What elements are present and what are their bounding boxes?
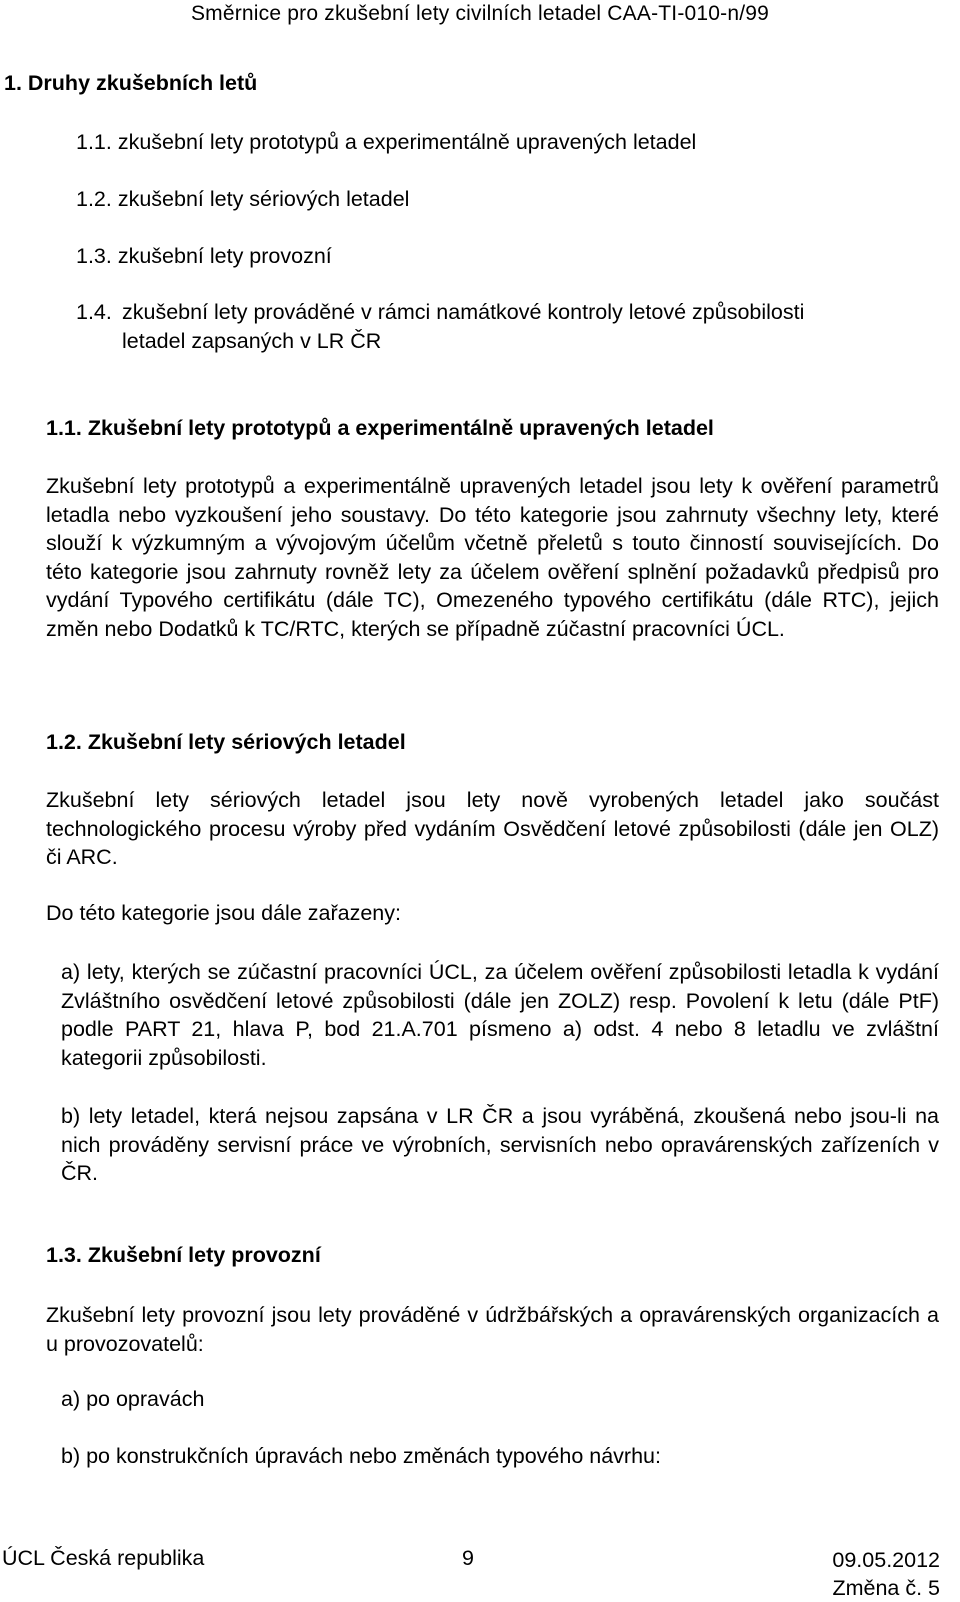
toc-item: 1.1. zkušební lety prototypů a experimentálně upravených letadel (76, 130, 697, 154)
section-title: 1.2. Zkušební lety sériových letadel (46, 730, 406, 754)
section-paragraph: Zkušební lety provozní jsou lety prováděné v údržbářských a opravárenských organizacích a u provozovatelů: (46, 1303, 939, 1356)
section-title: 1.1. Zkušební lety prototypů a experimentálně upravených letadel (46, 416, 714, 440)
chapter-title: 1. Druhy zkušebních letů (4, 71, 258, 95)
toc-item-number: 1.4. (76, 300, 112, 324)
list-intro: Do této kategorie jsou dále zařazeny: (46, 901, 401, 925)
footer-page-number: 9 (462, 1546, 474, 1570)
list-item: b) po konstrukčních úpravách nebo změnách typového návrhu: (61, 1444, 661, 1468)
section-paragraph: Zkušební lety prototypů a experimentálně upravených letadel jsou lety k ověření parametrů letadla nebo vyzkoušení jeho soustavy. Do této kategorie jsou zahrnuty všechny lety, které slouží k výzkumným a vývojovým účelům včetně přeletů s touto činností souvisejících. Do této kategorie jsou zahrnuty rovněž lety za účelem ověření splnění požadavků předpisů pro vydání Typového certifikátu (dále TC), Omezeného typového certifikátu (dále RTC), jejich změn nebo Dodatků k TC/RTC, kterých se případně zúčastní pracovníci ÚCL. (46, 474, 939, 641)
list-item: a) po opravách (61, 1387, 205, 1411)
list-item: b) lety letadel, která nejsou zapsána v LR ČR a jsou vyráběná, zkoušená nebo jsou-li na nich prováděny servisní práce ve výrobních, servisních nebo opravárenských zařízeních v ČR. (61, 1104, 939, 1185)
toc-item: 1.3. zkušební lety provozní (76, 244, 332, 268)
footer-organization: ÚCL Česká republika (2, 1546, 205, 1570)
toc-item-line: zkušební lety prováděné v rámci namátkové kontroly letové způsobilosti (122, 300, 805, 324)
section-paragraph: Zkušební lety sériových letadel jsou lety nově vyrobených letadel jako součást technologického procesu výroby před vydáním Osvědčení letové způsobilosti (dále jen OLZ) či ARC. (46, 788, 939, 869)
toc-item (76, 298, 948, 356)
section-title: 1.3. Zkušební lety provozní (46, 1243, 321, 1267)
toc-item-line: letadel zapsaných v LR ČR (122, 329, 382, 353)
footer-meta (832, 1546, 940, 1602)
toc-item: 1.2. zkušební lety sériových letadel (76, 187, 410, 211)
list-item: a) lety, kterých se zúčastní pracovníci ÚCL, za účelem ověření způsobilosti letadla k vydání Zvláštního osvědčení letové způsobilosti (dále jen ZOLZ) resp. Povolení k letu (dále PtF) podle PART 21, hlava P, bod 21.A.701 písmeno a) odst. 4 nebo 8 letadlu ve zvláštní kategorii způsobilosti. (61, 960, 939, 1070)
footer-revision: Změna č. 5 (832, 1576, 940, 1600)
page-header: Směrnice pro zkušební lety civilních letadel CAA-TI-010-n/99 (190, 2, 770, 25)
footer-date: 09.05.2012 (832, 1548, 940, 1572)
